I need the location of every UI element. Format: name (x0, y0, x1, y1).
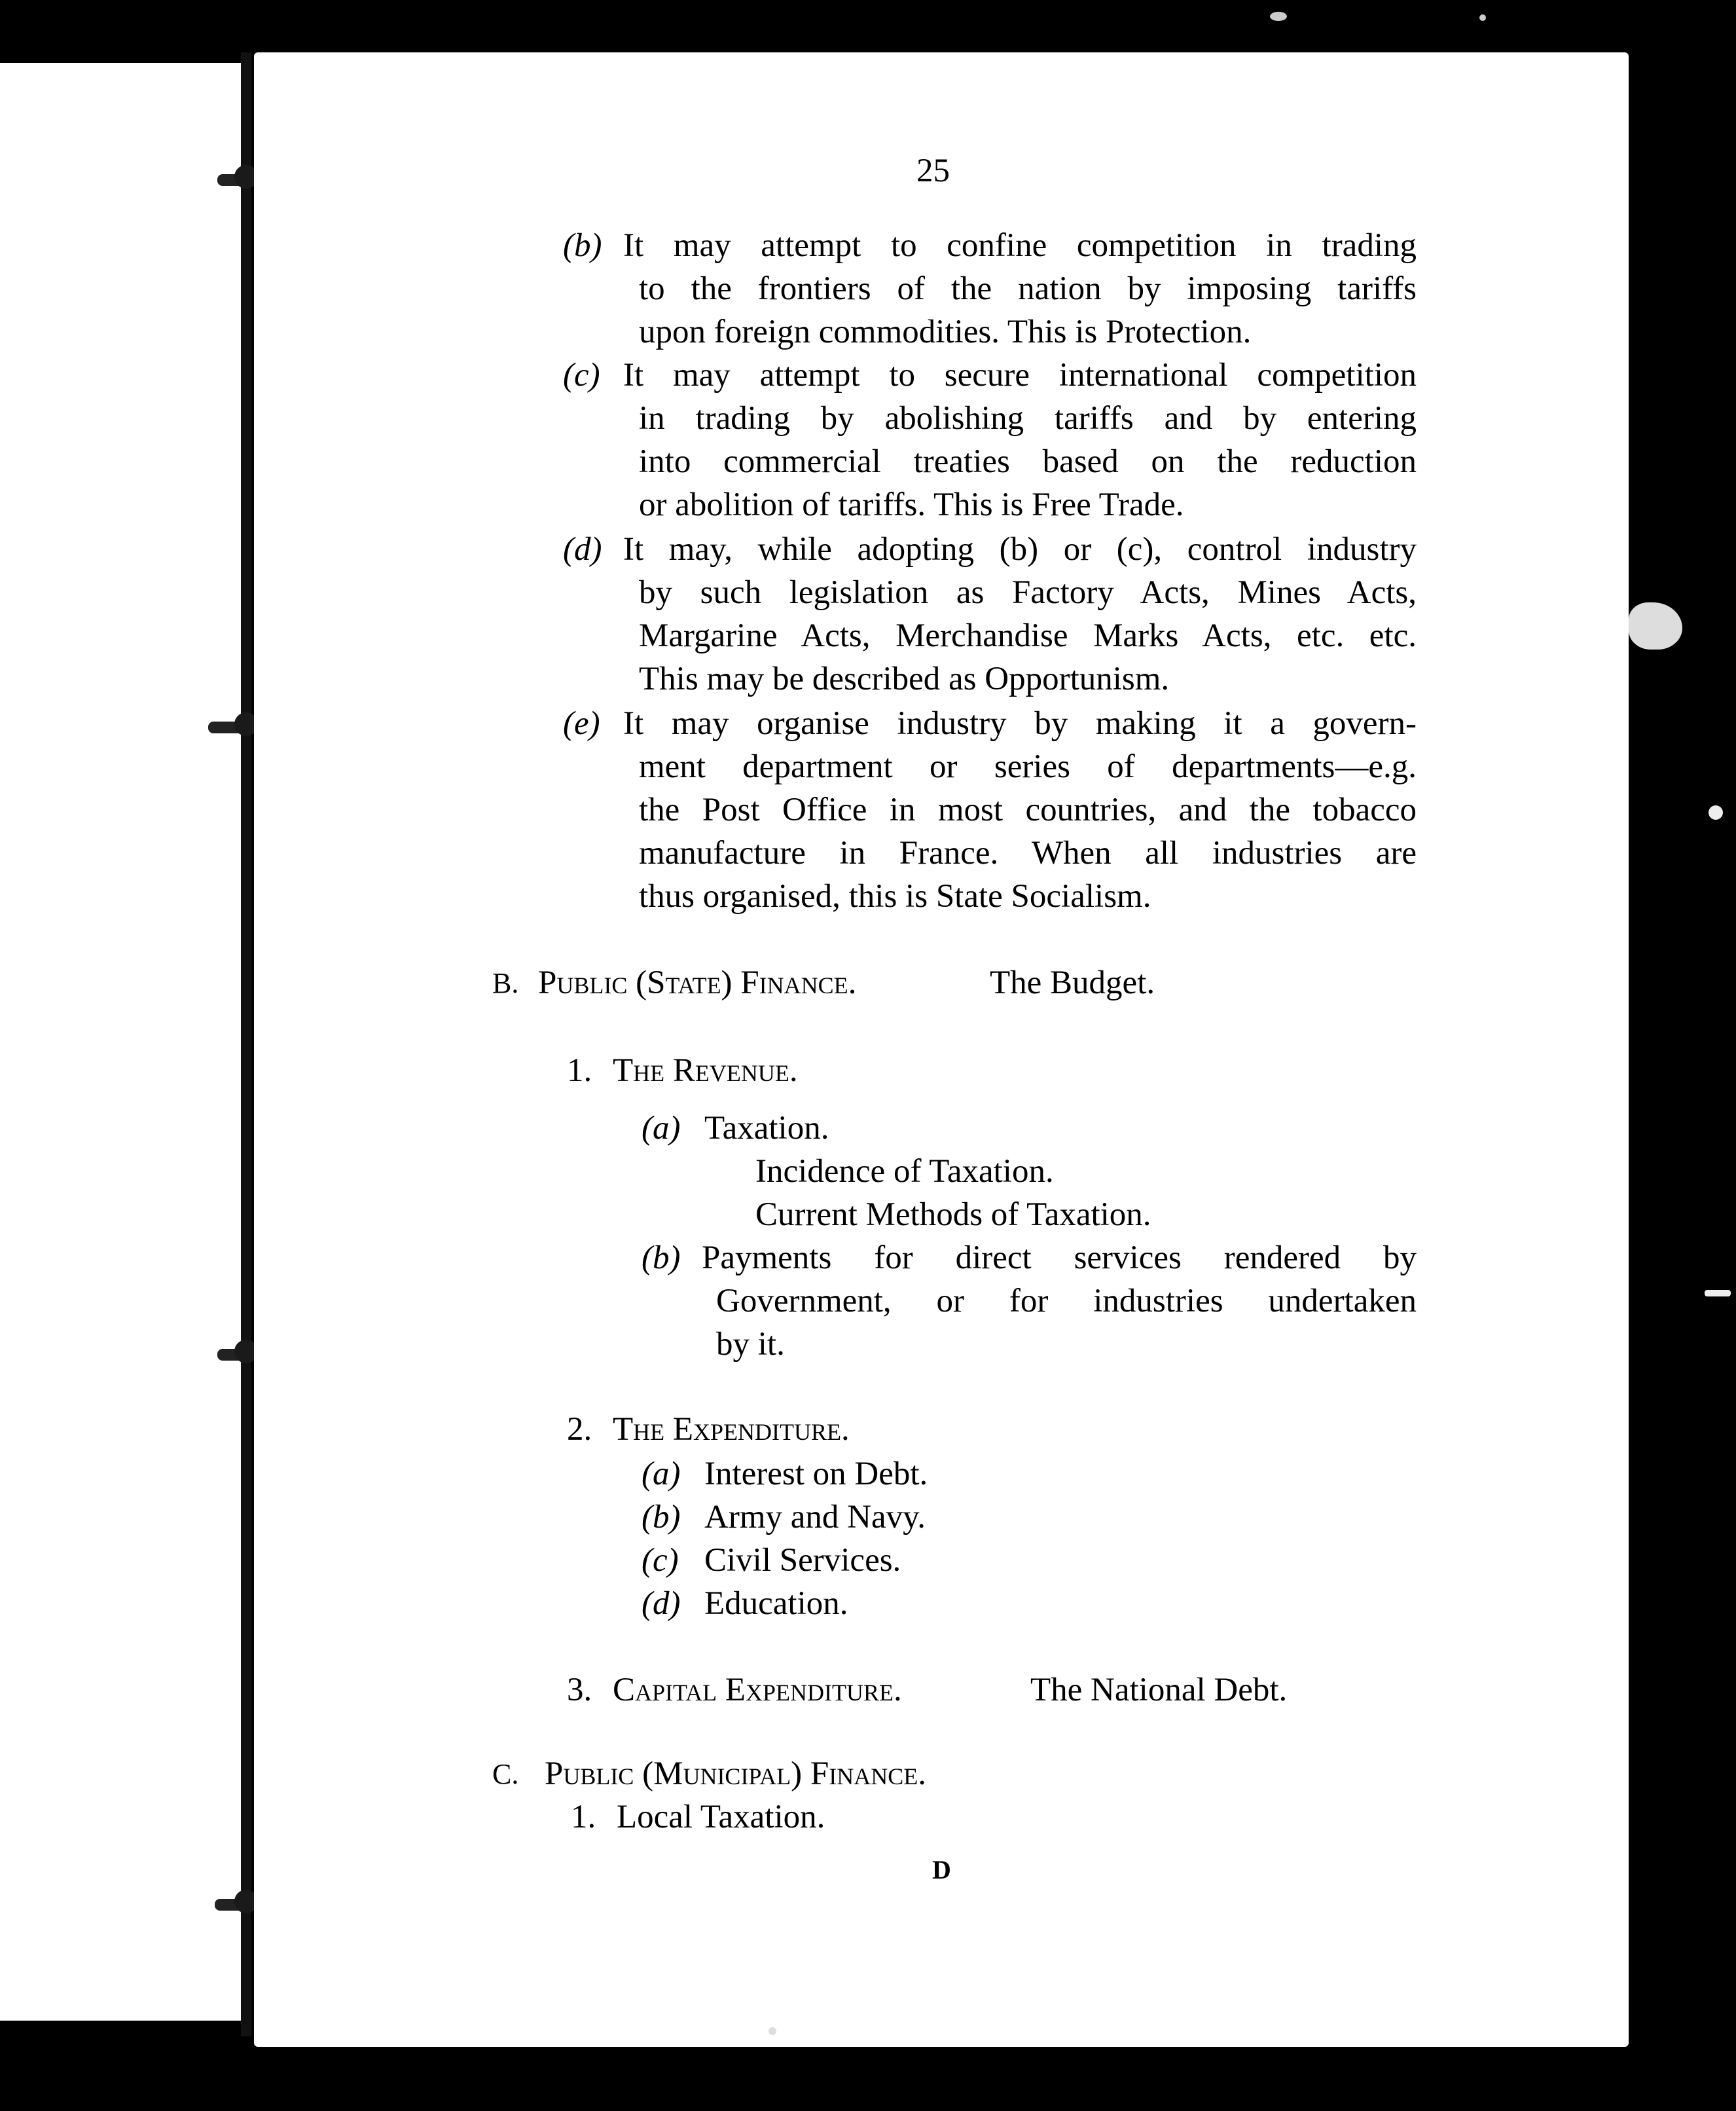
book-spine (241, 52, 251, 2036)
list-item-line: in trading by abolishing tariffs and by entering (639, 400, 1417, 437)
section-letter: C. (492, 1758, 519, 1790)
list-item-line: thus organised, this is State Socialism. (639, 878, 1151, 915)
list-marker: (d) (563, 531, 602, 568)
item-number: 2. (567, 1411, 592, 1448)
list-item-line: by such legislation as Factory Acts, Mines Acts, (639, 574, 1417, 611)
list-item-line: It may, while adopting (b) or (c), control industry (623, 531, 1417, 568)
subsection-subtitle: The National Debt. (1030, 1672, 1288, 1708)
scan-debris (1479, 14, 1486, 21)
list-marker: (d) (642, 1585, 681, 1622)
list-marker: (b) (563, 227, 602, 264)
right-page (254, 52, 1629, 2047)
scan-debris (1709, 805, 1723, 820)
scan-debris (1705, 1290, 1731, 1296)
scan-debris (1270, 12, 1287, 21)
list-item-line: It may attempt to confine competition in trading (623, 227, 1417, 264)
list-marker: (b) (642, 1239, 681, 1276)
list-marker: (a) (642, 1456, 681, 1492)
list-marker: (e) (563, 705, 600, 742)
list-item-sub: Current Methods of Taxation. (755, 1196, 1151, 1233)
list-item-line: This may be described as Opportunism. (639, 661, 1170, 697)
item-number: 3. (567, 1672, 592, 1708)
section-heading: Public (Municipal) Finance. (545, 1755, 926, 1792)
list-marker: (c) (563, 357, 600, 394)
subsection-heading: Capital Expenditure. (613, 1672, 902, 1708)
list-item-line: ment department or series of departments—e.g. (639, 748, 1417, 785)
section-heading: Public (State) Finance. (538, 964, 857, 1001)
list-item-line: the Post Office in most countries, and the tobacco (639, 792, 1417, 828)
signature-mark: D (932, 1855, 951, 1884)
list-marker: (b) (642, 1499, 681, 1535)
item-number: 1. (571, 1799, 596, 1835)
list-item-line: It may attempt to secure international competition (623, 357, 1417, 394)
list-item-label: Civil Services. (704, 1542, 901, 1579)
list-item-line: manufacture in France. When all industries are (639, 835, 1417, 872)
list-item-label: Local Taxation. (617, 1799, 825, 1835)
list-item-line: upon foreign commodities. This is Protection. (639, 314, 1252, 350)
list-item-label: Army and Navy. (704, 1499, 926, 1535)
list-item-label: Interest on Debt. (704, 1456, 928, 1492)
left-page-fragment (0, 63, 242, 2021)
list-item-line: by it. (716, 1326, 785, 1363)
list-item-line: into commercial treaties based on the reduction (639, 443, 1417, 480)
list-item-line: Margarine Acts, Merchandise Marks Acts, etc. etc. (639, 617, 1417, 654)
list-item-sub: Incidence of Taxation. (755, 1153, 1054, 1190)
page-number: 25 (916, 153, 950, 189)
section-letter: B. (492, 967, 519, 999)
list-item-line: or abolition of tariffs. This is Free Trade. (639, 486, 1184, 523)
item-number: 1. (567, 1052, 592, 1089)
list-marker: (c) (642, 1542, 679, 1579)
list-item-line: Payments for direct services rendered by (702, 1239, 1417, 1276)
scan-debris (1629, 602, 1682, 650)
list-marker: (a) (642, 1110, 681, 1147)
list-item-line: It may organise industry by making it a govern- (623, 705, 1417, 742)
list-item-line: to the frontiers of the nation by imposing tariffs (639, 270, 1417, 307)
list-item-label: Education. (704, 1585, 848, 1622)
list-item-line: Government, or for industries undertaken (716, 1283, 1417, 1319)
section-subtitle: The Budget. (990, 964, 1155, 1001)
subsection-heading: The Revenue. (613, 1052, 798, 1089)
list-item-label: Taxation. (704, 1110, 829, 1147)
scan-debris (769, 2027, 776, 2035)
subsection-heading: The Expenditure. (613, 1411, 850, 1448)
